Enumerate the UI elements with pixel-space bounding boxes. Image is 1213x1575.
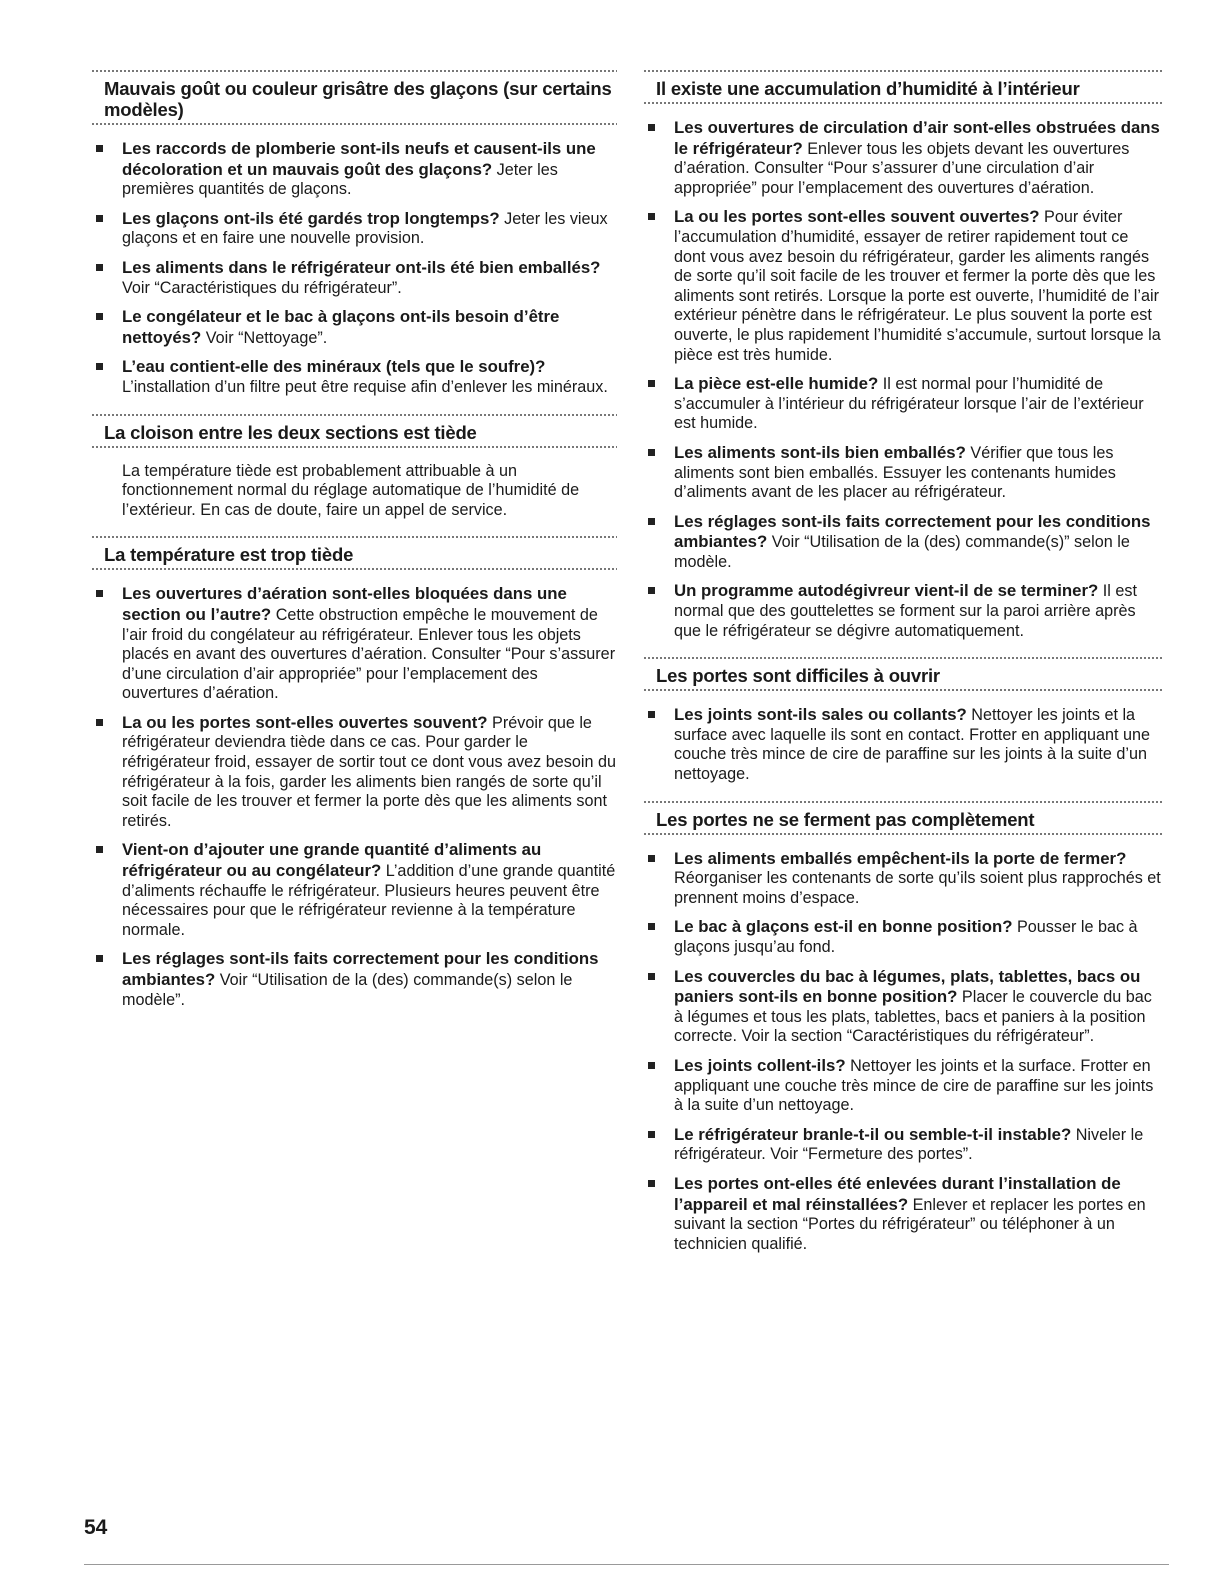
square-bullet-icon bbox=[648, 1180, 655, 1187]
section-header bbox=[92, 70, 617, 125]
square-bullet-icon bbox=[648, 449, 655, 456]
square-bullet-icon bbox=[96, 215, 103, 222]
list-item bbox=[644, 207, 1164, 365]
square-bullet-icon bbox=[648, 1131, 655, 1138]
answer-text: Réorganiser les contenants de sorte qu’ils soient plus rapprochés et prennent moins d’espace. bbox=[674, 869, 1161, 907]
footer-rule bbox=[84, 1564, 1169, 1565]
section-doors-hard-to-open bbox=[644, 657, 1164, 784]
square-bullet-icon bbox=[648, 380, 655, 387]
square-bullet-icon bbox=[648, 1062, 655, 1069]
dotted-rule bbox=[644, 689, 1164, 691]
question-text: Le réfrigérateur branle-t-il ou semble-t-il instable? bbox=[674, 1124, 1072, 1144]
square-bullet-icon bbox=[96, 145, 103, 152]
answer-text: Cette obstruction empêche le mouvement de l’air froid du congélateur au réfrigérateur. Enlever tous les objets placés en avant des ouvertures d’aération. Consulter “Pour s’assurer d’une circulation d’air appropriée” pour l’emplacement des ouvertures d’aération. bbox=[122, 605, 616, 703]
square-bullet-icon bbox=[648, 518, 655, 525]
question-text: Les ouvertures d’aération sont-elles bloquées dans une section ou l’autre? bbox=[122, 584, 567, 624]
question-text: Les aliments dans le réfrigérateur ont-ils été bien emballés? bbox=[122, 257, 601, 277]
list-item bbox=[644, 1174, 1164, 1254]
question-text: Les ouvertures de circulation d’air sont-elles obstruées dans le réfrigérateur? bbox=[674, 118, 1160, 158]
dotted-rule bbox=[92, 123, 617, 125]
square-bullet-icon bbox=[96, 363, 103, 370]
question-list bbox=[92, 584, 617, 1010]
list-item bbox=[644, 849, 1164, 909]
answer-text: Nettoyer les joints et la surface avec laquelle ils sont en contact. Frotter en appliquant une couche très mince de cire de paraffine sur les joints à la suite d’un nettoyage. bbox=[674, 706, 1151, 784]
list-item bbox=[92, 584, 617, 704]
answer-text: Nettoyer les joints et la surface. Frotter en appliquant une couche très mince de cire de paraffine sur les joints à la suite d’un nettoyage. bbox=[674, 1056, 1154, 1115]
answer-text: Il est normal pour l’humidité de s’accumuler à l’intérieur du réfrigérateur lorsque l’air de l’extérieur est humide. bbox=[674, 375, 1144, 433]
answer-text: Il est normal que des gouttelettes se forment sur la paroi arrière après que le réfrigérateur se dégivre automatiquement. bbox=[674, 582, 1137, 640]
list-item bbox=[644, 443, 1164, 503]
square-bullet-icon bbox=[648, 587, 655, 594]
list-item bbox=[92, 307, 617, 348]
section-header bbox=[644, 70, 1164, 104]
section-title: La température est trop tiède bbox=[104, 544, 354, 566]
section-warm-divider bbox=[92, 414, 617, 521]
section-bad-taste-ice bbox=[92, 70, 617, 398]
section-paragraph: La température tiède est probablement attribuable à un fonctionnement normal du réglage automatique de l’humidité de l’extérieur. En cas de doute, faire un appel de service. bbox=[122, 461, 580, 519]
answer-text: Prévoir que le réfrigérateur deviendra tiède dans ce cas. Pour garder le réfrigérateur froid, essayer de sortir tout ce dont vous avez besoin du réfrigérateur à la fois, garder les aliments bien rangés de sorte qu’il soit facile de les trouver et fermer la porte dès que les aliments sont retirés. bbox=[122, 713, 616, 830]
answer-text: Jeter les vieux glaçons et en faire une nouvelle provision. bbox=[122, 209, 608, 248]
list-item bbox=[644, 118, 1164, 198]
question-list bbox=[92, 139, 617, 398]
answer-text: Pour éviter l’accumulation d’humidité, essayer de retirer rapidement tout ce dont vous avez besoin du réfrigérateur, garder les aliments rangés de sorte qu’il soit facile de les trouver et fermer la porte dès que les aliments sont retirés. Lorsque la porte est ouverte, l’humidité de l’air extérieur pénètre dans le réfrigérateur. Le plus souvent la porte est ouverte, le plus rapidement l’humidité s’accumule, surtout lorsque la pièce est très humide. bbox=[674, 208, 1161, 364]
section-humidity-buildup bbox=[644, 70, 1164, 641]
question-text: Les réglages sont-ils faits correctement pour les conditions ambiantes? bbox=[122, 949, 599, 989]
dotted-rule bbox=[644, 833, 1164, 835]
section-title: Les portes ne se ferment pas complètement bbox=[656, 808, 1035, 830]
square-bullet-icon bbox=[96, 264, 103, 271]
square-bullet-icon bbox=[96, 846, 103, 853]
section-doors-not-closing bbox=[644, 801, 1164, 1255]
question-text: Les joints sont-ils sales ou collants? bbox=[674, 705, 967, 725]
question-list bbox=[644, 705, 1164, 784]
question-text: Le bac à glaçons est-il en bonne position? bbox=[674, 917, 1013, 937]
question-text: Les portes ont-elles été enlevées durant l’installation de l’appareil et mal réinstallées? bbox=[674, 1173, 1121, 1214]
square-bullet-icon bbox=[648, 711, 655, 718]
section-title: Mauvais goût ou couleur grisâtre des glaçons (sur certains modèles) bbox=[104, 78, 612, 120]
question-text: La ou les portes sont-elles souvent ouvertes? bbox=[674, 207, 1040, 227]
question-text: Un programme autodégivreur vient-il de se terminer? bbox=[674, 581, 1099, 601]
question-text: Les réglages sont-ils faits correctement pour les conditions ambiantes? bbox=[674, 511, 1151, 552]
square-bullet-icon bbox=[96, 719, 103, 726]
question-list bbox=[644, 849, 1164, 1255]
list-item bbox=[644, 374, 1164, 434]
question-text: Les joints collent-ils? bbox=[674, 1055, 846, 1075]
list-item bbox=[92, 949, 617, 1010]
list-item bbox=[644, 512, 1164, 573]
section-header bbox=[644, 801, 1164, 835]
dotted-rule bbox=[92, 446, 617, 448]
square-bullet-icon bbox=[648, 923, 655, 930]
section-header bbox=[644, 657, 1164, 691]
square-bullet-icon bbox=[96, 590, 103, 597]
answer-text: Voir “Utilisation de la (des) commande(s) selon le modèle”. bbox=[122, 971, 573, 1009]
answer-text: Voir “Nettoyage”. bbox=[201, 328, 328, 347]
list-item bbox=[92, 840, 617, 940]
square-bullet-icon bbox=[648, 855, 655, 862]
dotted-rule bbox=[644, 102, 1164, 104]
list-item bbox=[92, 713, 617, 832]
section-temperature-too-warm bbox=[92, 536, 617, 1010]
dotted-rule bbox=[92, 568, 617, 570]
question-text: Les aliments emballés empêchent-ils la porte de fermer? bbox=[674, 848, 1127, 868]
answer-text: Enlever tous les objets devant les ouvertures d’aération. Consulter “Pour s’assurer d’une circulation d’air appropriée” pour l’emplacement des ouvertures d’aération. bbox=[674, 139, 1130, 197]
right-column bbox=[644, 70, 1164, 1270]
section-title: La cloison entre les deux sections est tiède bbox=[104, 421, 477, 443]
list-item bbox=[92, 209, 617, 249]
question-text: Le congélateur et le bac à glaçons ont-ils besoin d’être nettoyés? bbox=[122, 307, 560, 347]
list-item bbox=[92, 258, 617, 298]
answer-text: Vérifier que tous les aliments sont bien emballés. Essuyer les contenants humides d’aliments avant de les placer au réfrigérateur. bbox=[674, 443, 1116, 502]
answer-text: Voir “Utilisation de la (des) commande(s)” selon le modèle. bbox=[674, 533, 1130, 571]
section-header bbox=[92, 536, 617, 570]
answer-text: Pousser le bac à glaçons jusqu’au fond. bbox=[674, 918, 1138, 956]
question-text: Les aliments sont-ils bien emballés? bbox=[674, 442, 966, 462]
page-number: 54 bbox=[84, 1516, 108, 1539]
question-text: Les glaçons ont-ils été gardés trop longtemps? bbox=[122, 208, 500, 228]
section-title: Il existe une accumulation d’humidité à l’intérieur bbox=[656, 78, 1080, 99]
list-item bbox=[644, 1125, 1164, 1165]
question-text: Les raccords de plomberie sont-ils neufs et causent-ils une décoloration et un mauvais goût des glaçons? bbox=[122, 139, 596, 179]
list-item bbox=[92, 139, 617, 200]
square-bullet-icon bbox=[96, 313, 103, 320]
square-bullet-icon bbox=[648, 213, 655, 220]
list-item bbox=[644, 705, 1164, 784]
question-text: Les couvercles du bac à légumes, plats, tablettes, bacs ou paniers sont-ils en bonne position? bbox=[674, 966, 1141, 1007]
answer-text: Placer le couvercle du bac à légumes et tous les plats, tablettes, bacs et paniers à la position correcte. Voir la section “Caractéristiques du réfrigérateur”. bbox=[674, 988, 1152, 1046]
question-list bbox=[644, 118, 1164, 641]
answer-text: Niveler le réfrigérateur. Voir “Fermeture des portes”. bbox=[674, 1125, 1144, 1164]
list-item bbox=[644, 581, 1164, 641]
left-column bbox=[92, 70, 617, 1026]
list-item bbox=[644, 967, 1164, 1047]
square-bullet-icon bbox=[96, 955, 103, 962]
section-title: Les portes sont difficiles à ouvrir bbox=[656, 665, 940, 687]
question-text: La pièce est-elle humide? bbox=[674, 374, 879, 394]
square-bullet-icon bbox=[648, 124, 655, 131]
answer-text: L’installation d’un filtre peut être requise afin d’enlever les minéraux. bbox=[122, 377, 608, 396]
answer-text: Jeter les premières quantités de glaçons. bbox=[122, 160, 558, 199]
list-item bbox=[644, 1056, 1164, 1116]
answer-text: L’addition d’une grande quantité d’aliments réchauffe le réfrigérateur. Plusieurs heures peuvent être nécessaires pour que le réfrigérateur revienne à la température normale. bbox=[122, 862, 616, 939]
question-text: La ou les portes sont-elles ouvertes souvent? bbox=[122, 712, 488, 732]
list-item bbox=[92, 357, 617, 397]
question-text: Vient-on d’ajouter une grande quantité d’aliments au réfrigérateur ou au congélateur? bbox=[122, 840, 542, 881]
answer-text: Voir “Caractéristiques du réfrigérateur”. bbox=[122, 278, 402, 297]
section-header bbox=[92, 414, 617, 448]
answer-text: Enlever et replacer les portes en suivant la section “Portes du réfrigérateur” ou téléphoner à un technicien qualifié. bbox=[674, 1195, 1146, 1253]
square-bullet-icon bbox=[648, 973, 655, 980]
list-item bbox=[644, 917, 1164, 957]
question-text: L’eau contient-elle des minéraux (tels que le soufre)? bbox=[122, 357, 546, 377]
